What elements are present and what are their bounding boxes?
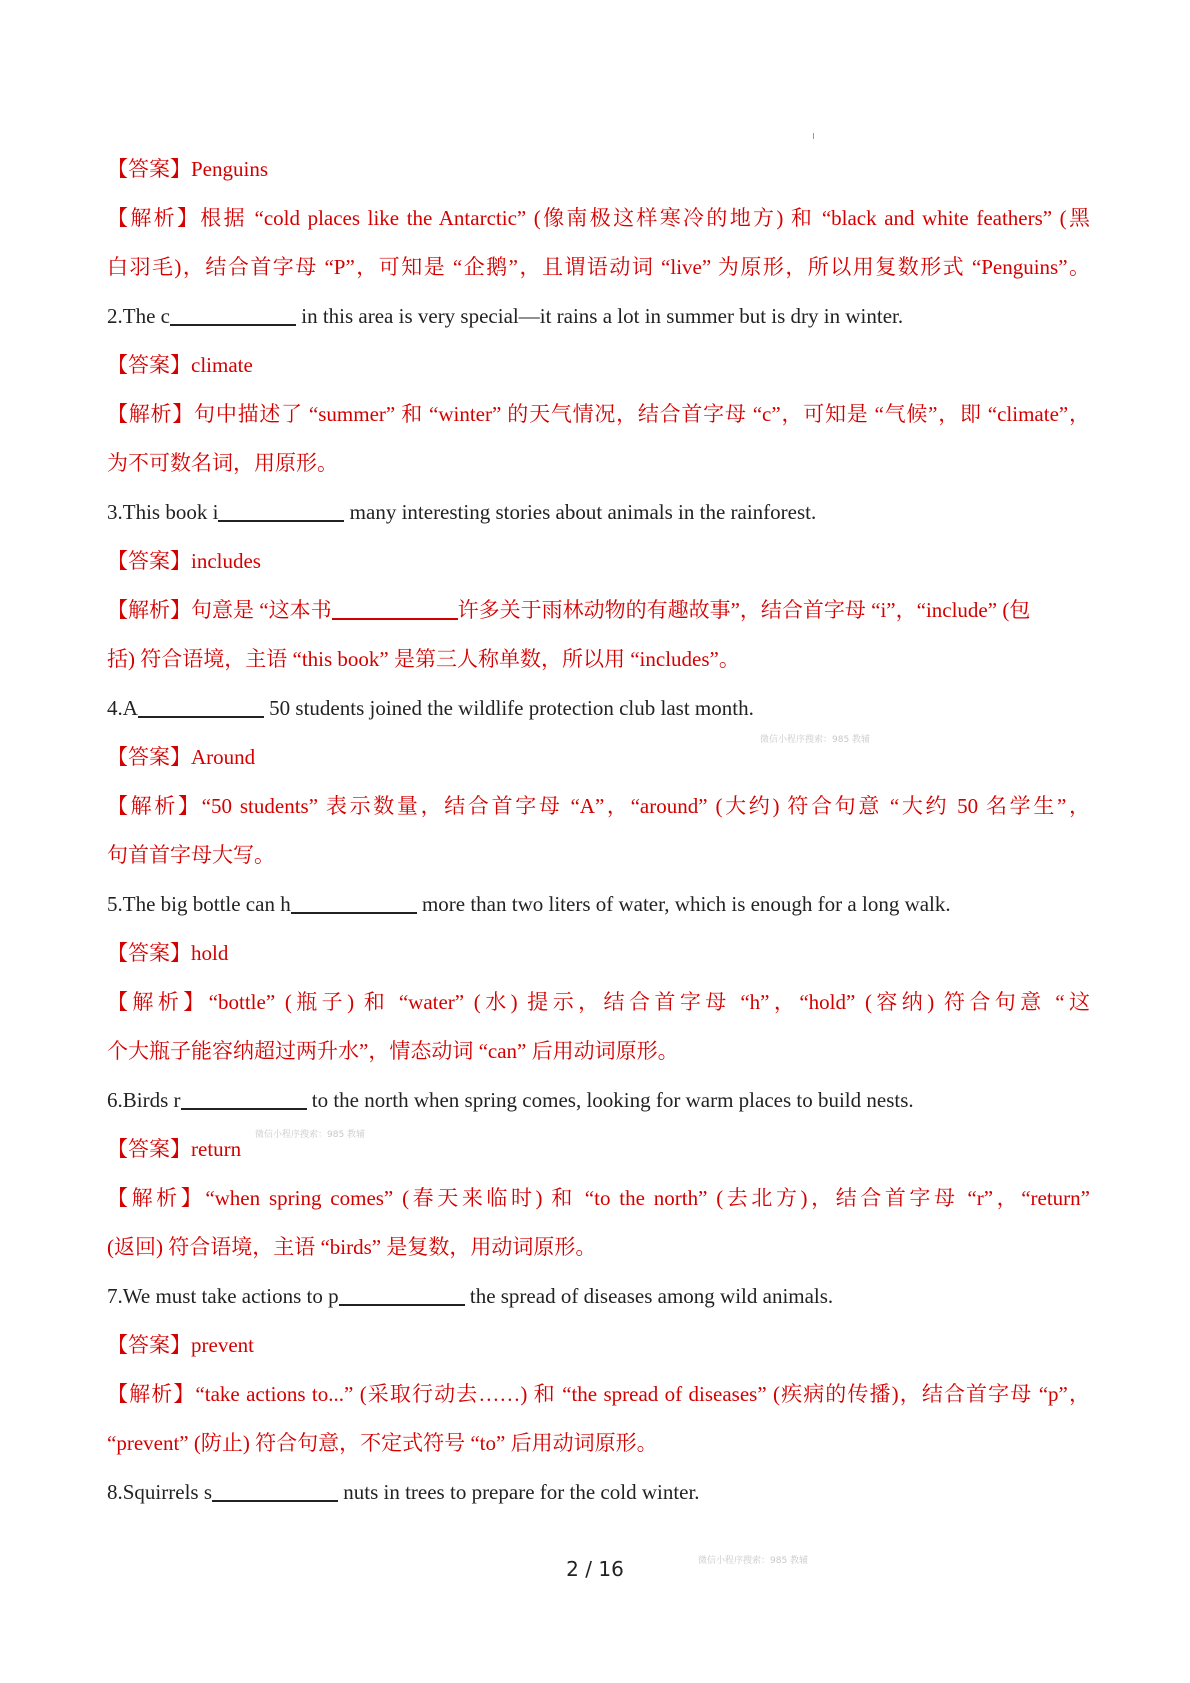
question-2-blank <box>170 303 296 326</box>
question-8-end: nuts in trees to prepare for the cold winter. <box>338 1480 700 1504</box>
question-3 <box>107 488 1090 537</box>
question-7-end: the spread of diseases among wild animals. <box>464 1284 834 1308</box>
watermark-1: 微信小程序搜索：985 教辅 <box>760 735 871 745</box>
question-7-start: 7.We must take actions to p <box>107 1284 339 1308</box>
answer-3: 【答案】includes <box>107 549 261 573</box>
analysis-1-line-2: 白羽毛)，结合首字母 “P”，可知是 “企鹅”，且谓语动词 “live” 为原形，所以用复数形式 “Penguins”。 <box>107 255 1090 279</box>
question-4-blank <box>138 695 264 718</box>
analysis-3-end: 许多关于雨林动物的有趣故事”，结合首字母 “i”，“include” (包 <box>457 598 1031 622</box>
analysis-6-line-1: 【解析】“when spring comes” (春天来临时) 和 “to the north” (去北方)，结合首字母 “r”，“return” <box>107 1186 1090 1210</box>
analysis-4-line-1: 【解析】“50 students” 表示数量，结合首字母 “A”，“around” (大约) 符合句意 “大约 50 名学生”， <box>107 794 1090 818</box>
answer-5: 【答案】hold <box>107 941 229 965</box>
analysis-3-start: 【解析】句意是 “这本书 <box>107 598 332 622</box>
question-5 <box>107 880 1090 929</box>
page-number: 2 / 16 <box>566 1557 624 1581</box>
question-8-start: 8.Squirrels s <box>107 1480 212 1504</box>
question-6-end: to the north when spring comes, looking for warm places to build nests. <box>306 1088 914 1112</box>
answer-4: 【答案】Around <box>107 745 256 769</box>
analysis-5-line-1: 【解析】“bottle” (瓶子) 和 “water” (水) 提示，结合首字母 “h”，“hold” (容纳) 符合句意 “这 <box>107 990 1090 1014</box>
watermark-3: 微信小程序搜索：985 教辅 <box>698 1556 809 1566</box>
watermark-2: 微信小程序搜索：985 教辅 <box>255 1130 366 1140</box>
question-3-blank <box>218 499 344 522</box>
question-2 <box>107 292 1090 341</box>
analysis-4-line-2: 句首首字母大写。 <box>107 843 275 867</box>
question-3-start: 3.This book i <box>107 500 219 524</box>
question-8 <box>107 1468 1090 1517</box>
answer-1: 【答案】Penguins <box>107 157 269 181</box>
analysis-1-line-1: 【解析】根据 “cold places like the Antarctic” (像南极这样寒冷的地方) 和 “black and white feathers” (黑 <box>107 206 1090 230</box>
question-2-end: in this area is very special—it rains a lot in summer but is dry in winter. <box>295 304 904 328</box>
answer-6: 【答案】return <box>107 1137 242 1161</box>
question-4-start: 4.A <box>107 696 138 720</box>
question-5-end: more than two liters of water, which is enough for a long walk. <box>416 892 951 916</box>
analysis-5-line-2: 个大瓶子能容纳超过两升水”，情态动词 “can” 后用动词原形。 <box>107 1039 679 1063</box>
question-4 <box>107 684 1090 733</box>
answer-2: 【答案】climate <box>107 353 253 377</box>
analysis-2-line-1: 【解析】句中描述了 “summer” 和 “winter” 的天气情况，结合首字母 “c”，可知是 “气候”，即 “climate”， <box>107 402 1090 426</box>
question-6 <box>107 1076 1090 1125</box>
question-5-blank <box>291 891 417 914</box>
answer-7: 【答案】prevent <box>107 1333 254 1357</box>
question-4-end: 50 students joined the wildlife protection club last month. <box>263 696 754 720</box>
analysis-7-line-2: “prevent” (防止) 符合句意，不定式符号 “to” 后用动词原形。 <box>107 1431 658 1455</box>
question-5-start: 5.The big bottle can h <box>107 892 291 916</box>
analysis-3-blank <box>332 597 458 620</box>
worksheet-content <box>107 145 1090 1517</box>
margin-mark <box>813 133 814 139</box>
question-6-blank <box>181 1087 307 1110</box>
question-7-blank <box>339 1283 465 1306</box>
analysis-3-line-2: 括) 符合语境，主语 “this book” 是第三人称单数，所以用 “includes”。 <box>107 647 740 671</box>
question-7 <box>107 1272 1090 1321</box>
analysis-7-line-1: 【解析】“take actions to...” (采取行动去……) 和 “the spread of diseases” (疾病的传播)，结合首字母 “p”， <box>107 1382 1090 1406</box>
question-8-blank <box>212 1479 338 1502</box>
analysis-2-line-2: 为不可数名词，用原形。 <box>107 451 338 475</box>
question-3-end: many interesting stories about animals in the rainforest. <box>344 500 817 524</box>
analysis-6-line-2: (返回) 符合语境，主语 “birds” 是复数，用动词原形。 <box>107 1235 597 1259</box>
question-6-start: 6.Birds r <box>107 1088 181 1112</box>
question-2-start: 2.The c <box>107 304 170 328</box>
analysis-3-line-1 <box>107 586 1090 635</box>
